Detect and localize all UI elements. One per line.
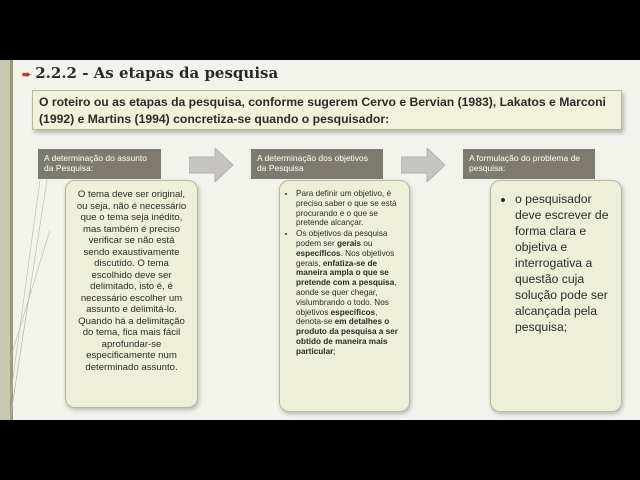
slide-title-text: 2.2.2 - As etapas da pesquisa <box>35 64 279 82</box>
step-2-header: A determinação dos objetivos da Pesquisa <box>251 149 383 179</box>
step-1-header: A determinação do assunto da Pesquisa: <box>38 149 161 179</box>
step-3-card <box>490 180 622 412</box>
slide-left-bar <box>0 60 10 420</box>
arrow-right-icon <box>189 148 235 182</box>
intro-box: O roteiro ou as etapas da pesquisa, conforme sugerem Cervo e Bervian (1983), Lakatos e Marconi (1992) e Martins (1994) concretiza-se quando o pesquisador: <box>32 90 622 130</box>
arrow-right-icon <box>401 148 447 182</box>
step-2-bullet-1: • Para definir um objetivo, é preciso saber o que se está procurando e o que se pretende alcançar. <box>296 189 401 228</box>
step-2-card <box>279 180 410 412</box>
step-3-bullet: • o pesquisador deve escrever de forma clara e objetiva e interrogativa a questão cuja solução pode ser alcançada pela pesquisa; <box>515 191 611 335</box>
slide-title <box>22 64 278 82</box>
slide <box>0 60 640 420</box>
arrow-bullet-icon: ➨ <box>22 68 32 81</box>
step-2-bullet-2: • Os objetivos da pesquisa podem ser gerais ou específicos. Nos objetivos gerais, enfatiza-se de maneira ampla o que se pretende com a pesquisa, aonde se quer chegar, vislumbrando o todo. Nos objetivos específicos, denota-se em detalhes o produto da pesquisa a ser obtido de maneira mais particular; <box>296 229 401 356</box>
step-1-card: O tema deve ser original, ou seja, não é necessário que o tema seja inédito, mas também é preciso verificar se não está sendo exaustivamente discutido. O tema escolhido deve ser delimitado, isto é, é necessário escolher um assunto e delimitá-lo. Quando há a delimitação do tema, fica mais fácil aprofundar-se especificamente num determinado assunto. <box>65 180 198 408</box>
step-3-header: A formulação do problema de pesquisa: <box>463 149 595 179</box>
